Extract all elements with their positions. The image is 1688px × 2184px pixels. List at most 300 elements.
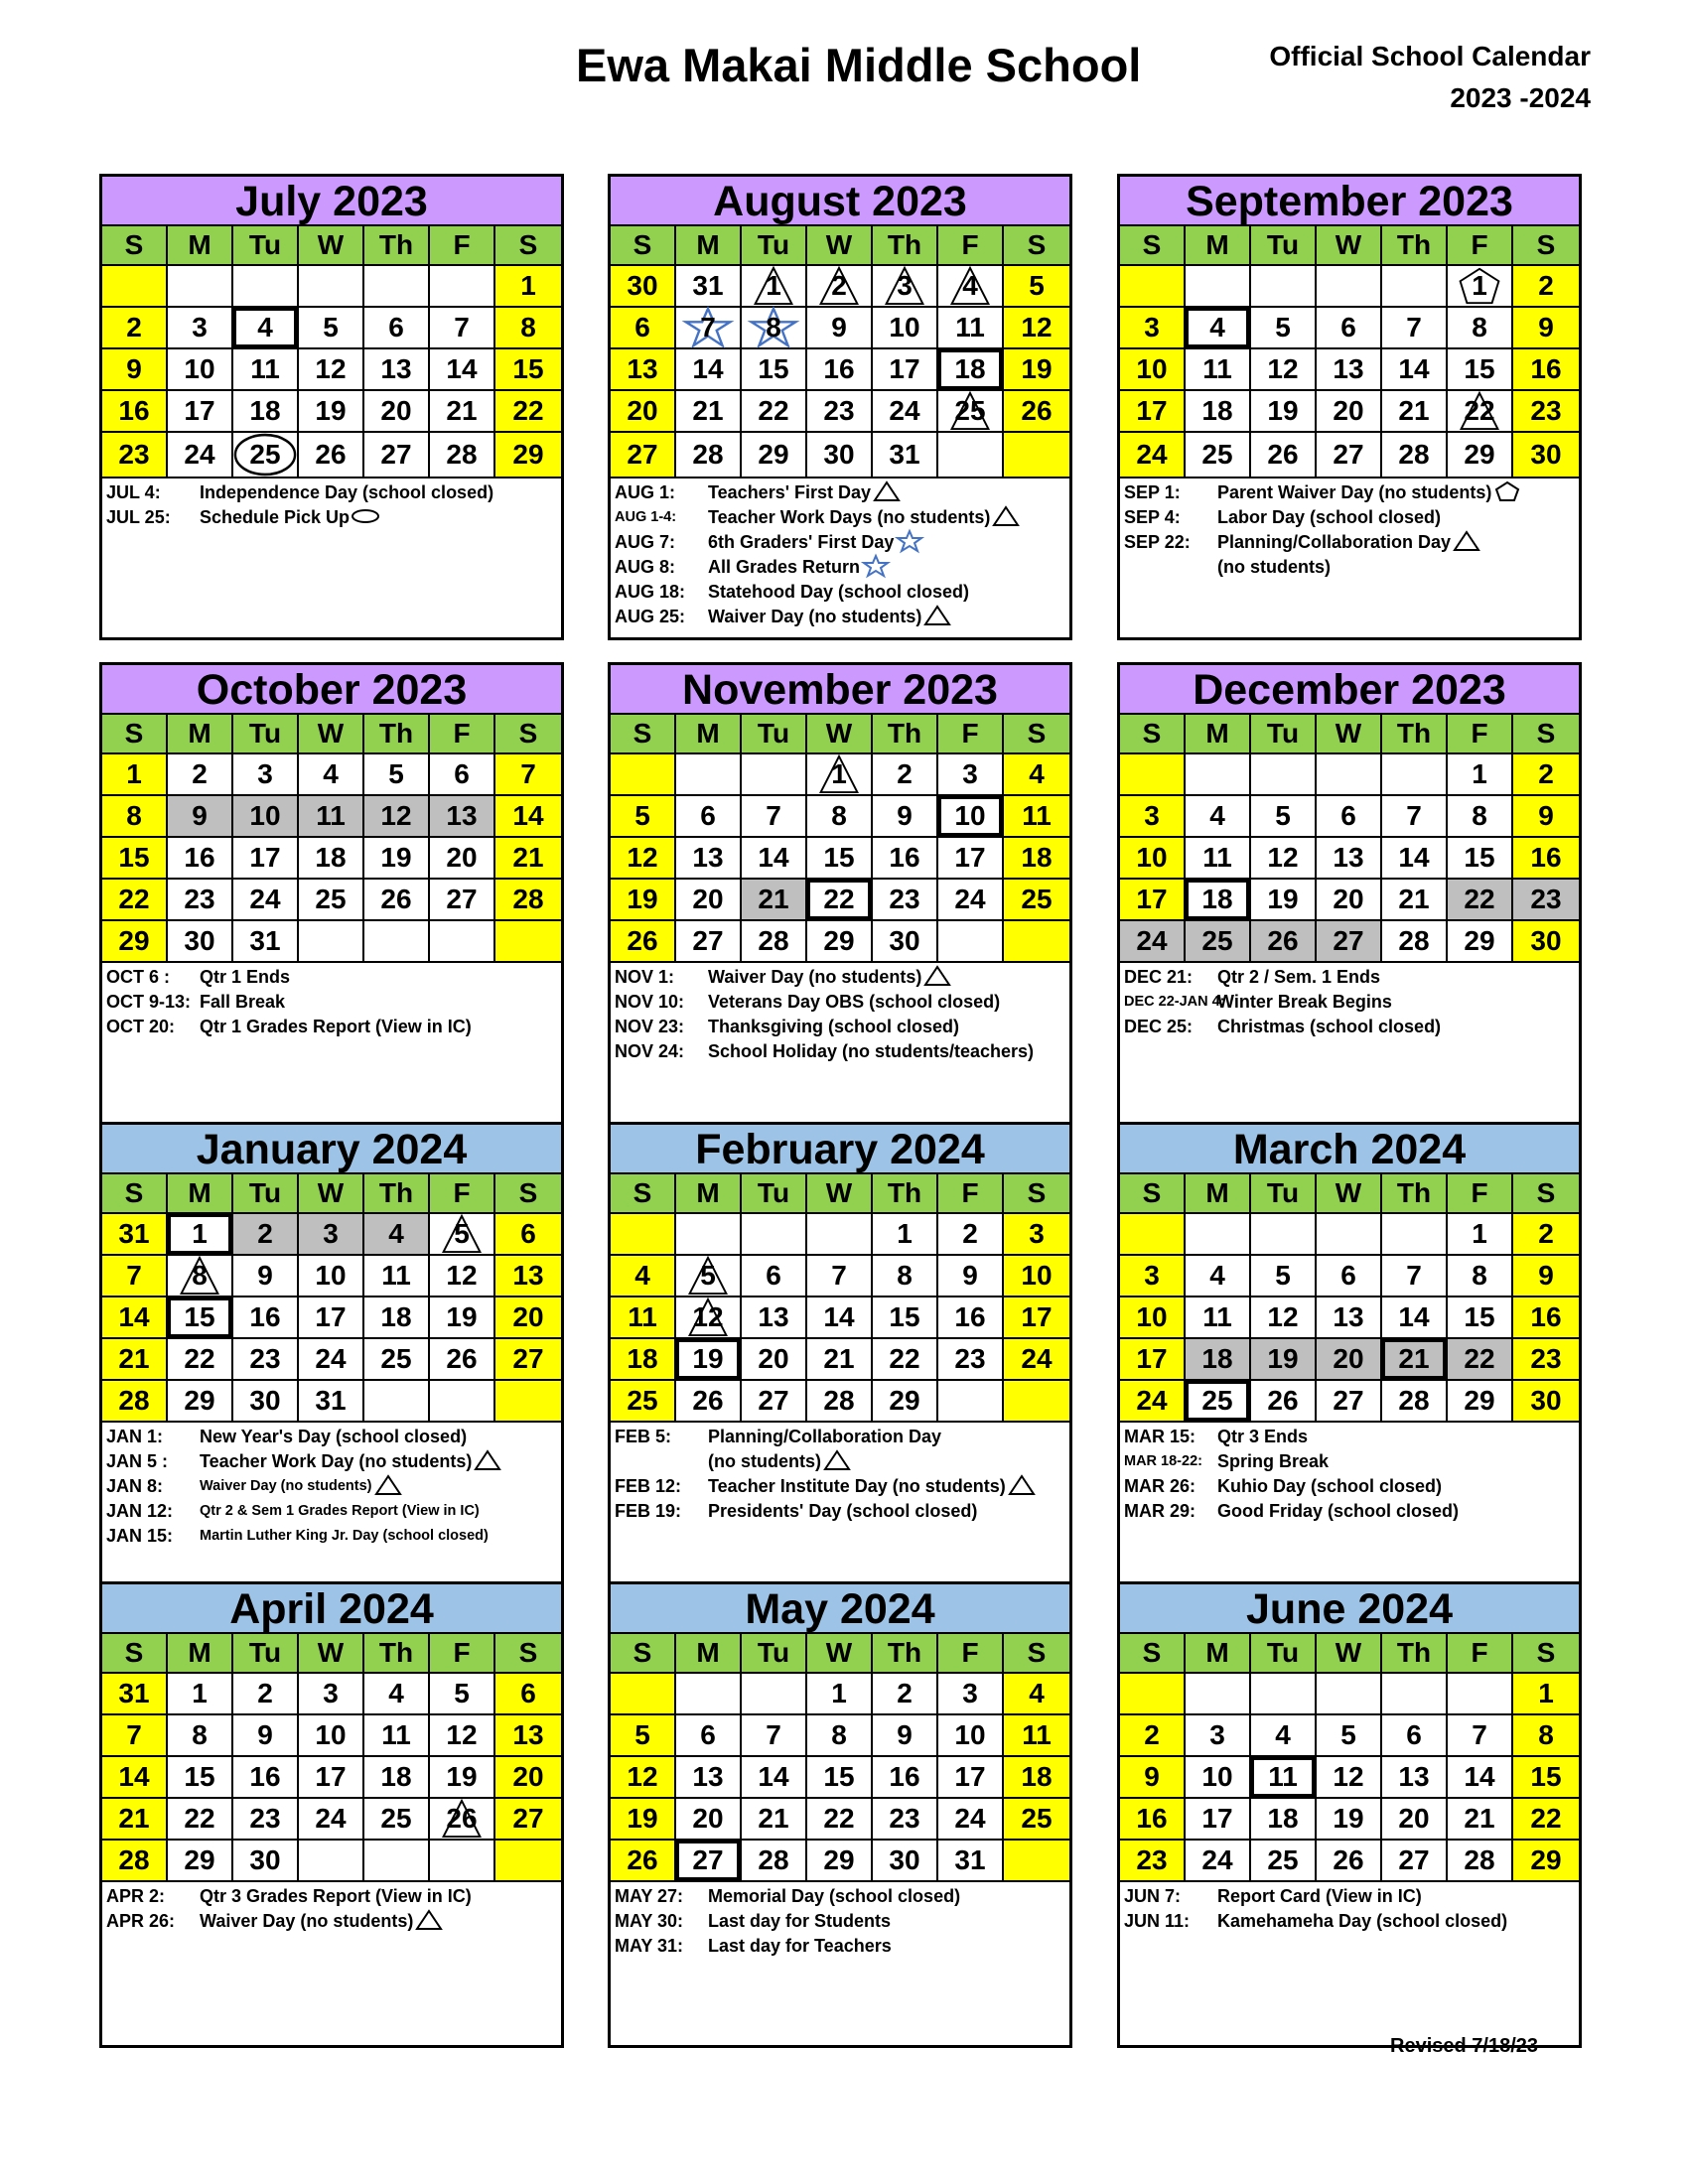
day-number: 4 — [257, 312, 273, 342]
oval-icon — [351, 505, 380, 527]
day-cell — [1251, 1297, 1317, 1339]
day-cell — [364, 1715, 430, 1757]
day-number: 22 — [823, 884, 855, 914]
note-date: AUG 18: — [615, 582, 686, 602]
day-cell — [1186, 1757, 1251, 1799]
day-number: 8 — [192, 1260, 208, 1291]
day-number: 9 — [126, 353, 142, 384]
day-number: 14 — [512, 800, 544, 831]
day-cell — [168, 754, 233, 796]
day-number: 11 — [381, 1719, 411, 1750]
day-number: 29 — [758, 439, 789, 470]
day-cell — [807, 1715, 873, 1757]
day-grid — [611, 1174, 1069, 1423]
day-number: 28 — [758, 1844, 789, 1875]
weekday-label: S — [495, 1174, 561, 1214]
day-number: 25 — [954, 395, 986, 426]
empty-day-cell — [676, 1674, 742, 1715]
day-cell — [807, 1841, 873, 1882]
day-cell — [1382, 1339, 1448, 1381]
day-cell — [1448, 1715, 1513, 1757]
weekday-label: F — [938, 226, 1004, 266]
empty-day-cell — [1120, 266, 1186, 308]
day-cell — [1513, 921, 1579, 963]
day-cell — [1448, 1256, 1513, 1297]
day-cell — [1251, 880, 1317, 921]
day-cell — [1317, 880, 1382, 921]
empty-day-cell — [938, 921, 1004, 963]
day-number: 23 — [1136, 1844, 1168, 1875]
day-cell — [1448, 796, 1513, 838]
month-title: January 2024 — [102, 1125, 561, 1174]
weekday-label: Tu — [1251, 1634, 1317, 1674]
note-text: (no students) — [1217, 557, 1331, 577]
day-cell — [495, 880, 561, 921]
day-cell — [233, 754, 299, 796]
weekday-label: Th — [873, 1634, 938, 1674]
day-cell — [742, 391, 807, 433]
day-cell — [1382, 1841, 1448, 1882]
day-number: 5 — [700, 1260, 716, 1291]
day-cell — [168, 1297, 233, 1339]
day-number: 6 — [520, 1218, 536, 1249]
day-number: 9 — [897, 800, 913, 831]
day-number: 8 — [1472, 1260, 1487, 1291]
weekday-label: S — [102, 226, 168, 266]
empty-day-cell — [1317, 754, 1382, 796]
note-text: Qtr 2 / Sem. 1 Ends — [1217, 967, 1381, 987]
note-date: AUG 1-4: — [615, 509, 677, 525]
note-text: Waiver Day (no students) — [200, 1911, 414, 1931]
day-number: 1 — [1472, 270, 1487, 301]
day-number: 27 — [627, 439, 658, 470]
day-number: 3 — [1029, 1218, 1045, 1249]
day-number: 13 — [1333, 353, 1364, 384]
day-cell — [1120, 1381, 1186, 1423]
day-number: 30 — [627, 270, 658, 301]
day-cell — [364, 796, 430, 838]
pentagon-icon — [1492, 480, 1522, 502]
day-cell — [299, 1214, 364, 1256]
month-notes — [1120, 1423, 1579, 1524]
weekday-label: W — [299, 1634, 364, 1674]
day-number: 29 — [184, 1844, 215, 1875]
day-cell — [102, 391, 168, 433]
day-cell — [742, 349, 807, 391]
day-cell — [676, 1799, 742, 1841]
day-cell — [1120, 349, 1186, 391]
day-number: 23 — [184, 884, 215, 914]
day-number: 17 — [1136, 884, 1168, 914]
empty-day-cell — [364, 1841, 430, 1882]
day-number: 10 — [889, 312, 920, 342]
month-title: May 2024 — [611, 1584, 1069, 1634]
day-number: 29 — [118, 925, 150, 956]
empty-day-cell — [1186, 1214, 1251, 1256]
day-number: 16 — [1136, 1803, 1168, 1834]
day-number: 18 — [1021, 842, 1053, 873]
day-cell — [611, 838, 676, 880]
day-grid — [102, 226, 561, 478]
day-number: 3 — [962, 1678, 978, 1708]
day-number: 18 — [1267, 1803, 1299, 1834]
weekday-label: W — [1317, 715, 1382, 754]
weekday-label: Th — [364, 226, 430, 266]
day-number: 2 — [897, 1678, 913, 1708]
day-number: 28 — [823, 1385, 855, 1416]
day-cell — [364, 754, 430, 796]
day-cell — [430, 754, 495, 796]
weekday-label: S — [1120, 226, 1186, 266]
day-cell — [742, 266, 807, 308]
day-cell — [1317, 1256, 1382, 1297]
note-row — [106, 965, 557, 990]
day-cell — [299, 1715, 364, 1757]
note-text: Waiver Day (no students) — [708, 967, 922, 987]
day-number: 24 — [954, 884, 986, 914]
month-calendar — [1117, 1122, 1582, 1588]
day-cell — [938, 1297, 1004, 1339]
day-cell — [364, 308, 430, 349]
note-row — [1124, 530, 1575, 555]
note-row — [615, 1884, 1065, 1909]
weekday-label: F — [938, 715, 1004, 754]
day-number: 12 — [692, 1301, 724, 1332]
day-cell — [676, 796, 742, 838]
day-cell — [1120, 1757, 1186, 1799]
day-cell — [938, 796, 1004, 838]
day-number: 11 — [250, 353, 280, 384]
note-row — [106, 1015, 557, 1039]
day-number: 27 — [512, 1803, 544, 1834]
day-cell — [233, 1715, 299, 1757]
day-number: 20 — [692, 1803, 724, 1834]
note-date: JAN 15: — [106, 1526, 174, 1546]
day-number: 17 — [249, 842, 281, 873]
day-cell — [742, 838, 807, 880]
day-number: 21 — [758, 1803, 789, 1834]
day-number: 3 — [257, 758, 273, 789]
day-cell — [168, 838, 233, 880]
day-cell — [676, 433, 742, 478]
month-title: July 2023 — [102, 177, 561, 226]
day-cell — [676, 838, 742, 880]
day-cell — [1186, 308, 1251, 349]
day-number: 21 — [692, 395, 724, 426]
note-row — [1124, 965, 1575, 990]
day-number: 4 — [634, 1260, 650, 1291]
day-number: 31 — [118, 1678, 150, 1708]
weekday-label: Th — [364, 1634, 430, 1674]
day-cell — [873, 349, 938, 391]
day-number: 14 — [1398, 353, 1430, 384]
day-number: 1 — [192, 1678, 208, 1708]
note-date: JUL 25: — [106, 507, 171, 527]
day-number: 14 — [1464, 1761, 1495, 1792]
day-cell — [102, 1799, 168, 1841]
weekday-label: Tu — [742, 715, 807, 754]
note-date: JAN 1: — [106, 1427, 164, 1446]
empty-day-cell — [1186, 266, 1251, 308]
note-row — [1124, 505, 1575, 530]
day-cell — [233, 1214, 299, 1256]
day-cell — [233, 921, 299, 963]
note-date: MAY 31: — [615, 1936, 684, 1956]
day-cell — [1251, 796, 1317, 838]
month-calendar — [1117, 174, 1582, 640]
day-cell — [168, 1339, 233, 1381]
weekday-label: S — [1120, 1634, 1186, 1674]
day-cell — [611, 880, 676, 921]
day-number: 14 — [446, 353, 478, 384]
triangle-icon — [991, 505, 1021, 527]
day-number: 24 — [315, 1803, 347, 1834]
weekday-label: M — [676, 715, 742, 754]
day-cell — [495, 1214, 561, 1256]
day-number: 1 — [1538, 1678, 1554, 1708]
weekday-label: F — [430, 226, 495, 266]
month-calendar — [1117, 1581, 1582, 2048]
day-cell — [495, 1715, 561, 1757]
note-continuation — [1124, 555, 1575, 580]
day-number: 17 — [1201, 1803, 1233, 1834]
day-number: 5 — [323, 312, 339, 342]
day-number: 8 — [1538, 1719, 1554, 1750]
day-number: 3 — [1144, 1260, 1160, 1291]
day-number: 7 — [1406, 800, 1422, 831]
day-number: 30 — [1530, 1385, 1562, 1416]
day-number: 25 — [1201, 1385, 1233, 1416]
day-cell — [676, 1256, 742, 1297]
note-text: School Holiday (no students/teachers) — [708, 1041, 1035, 1061]
day-number: 26 — [1267, 925, 1299, 956]
day-number: 10 — [315, 1260, 347, 1291]
day-number: 30 — [249, 1385, 281, 1416]
note-row — [1124, 1425, 1575, 1449]
day-cell — [1186, 838, 1251, 880]
day-cell — [430, 1297, 495, 1339]
day-number: 2 — [192, 758, 208, 789]
day-cell — [807, 266, 873, 308]
day-cell — [1448, 1297, 1513, 1339]
day-number: 12 — [1267, 353, 1299, 384]
day-cell — [742, 1841, 807, 1882]
day-number: 13 — [758, 1301, 789, 1332]
day-cell — [1317, 433, 1382, 478]
weekday-label: Th — [1382, 1174, 1448, 1214]
day-number: 19 — [1267, 1343, 1299, 1374]
empty-day-cell — [676, 1214, 742, 1256]
day-cell — [1513, 349, 1579, 391]
day-grid — [611, 1634, 1069, 1882]
day-number: 26 — [627, 925, 658, 956]
day-cell — [742, 880, 807, 921]
day-cell — [676, 266, 742, 308]
day-number: 28 — [1398, 925, 1430, 956]
note-row — [1124, 1499, 1575, 1524]
day-number: 30 — [889, 925, 920, 956]
day-number: 4 — [1029, 758, 1045, 789]
day-number: 13 — [1398, 1761, 1430, 1792]
weekday-label: F — [1448, 226, 1513, 266]
month-calendar — [99, 1581, 564, 2048]
note-text: (no students) — [708, 1451, 821, 1471]
month-notes — [611, 1882, 1069, 1959]
day-number: 15 — [889, 1301, 920, 1332]
day-cell — [1251, 308, 1317, 349]
day-number: 11 — [628, 1301, 657, 1332]
day-cell — [1513, 391, 1579, 433]
day-cell — [495, 1339, 561, 1381]
note-row — [615, 555, 1065, 580]
day-cell — [1004, 838, 1069, 880]
weekday-label: W — [807, 1634, 873, 1674]
day-cell — [938, 308, 1004, 349]
day-number: 29 — [1464, 925, 1495, 956]
weekday-label: Th — [873, 1174, 938, 1214]
day-cell — [102, 880, 168, 921]
weekday-label: S — [611, 1634, 676, 1674]
day-cell — [299, 796, 364, 838]
day-number: 27 — [758, 1385, 789, 1416]
day-number: 16 — [1530, 353, 1562, 384]
day-cell — [676, 308, 742, 349]
day-number: 1 — [126, 758, 142, 789]
day-cell — [1004, 1715, 1069, 1757]
day-cell — [1317, 796, 1382, 838]
weekday-label: F — [430, 1634, 495, 1674]
day-cell — [1448, 1841, 1513, 1882]
day-number: 21 — [1398, 1343, 1430, 1374]
day-cell — [1317, 391, 1382, 433]
day-cell — [1382, 1715, 1448, 1757]
day-number: 2 — [897, 758, 913, 789]
note-row — [106, 1425, 557, 1449]
day-cell — [233, 308, 299, 349]
calendar-title-block — [1269, 36, 1591, 119]
month-notes — [1120, 1882, 1579, 1934]
weekday-label: F — [430, 715, 495, 754]
weekday-label: F — [1448, 715, 1513, 754]
day-number: 3 — [962, 758, 978, 789]
weekday-label: S — [611, 715, 676, 754]
day-cell — [1382, 308, 1448, 349]
day-cell — [168, 1799, 233, 1841]
note-date: NOV 23: — [615, 1017, 685, 1036]
day-cell — [611, 1339, 676, 1381]
day-number: 25 — [249, 439, 281, 470]
note-row — [1124, 1884, 1575, 1909]
day-number: 7 — [700, 312, 716, 342]
day-number: 22 — [184, 1343, 215, 1374]
day-cell — [611, 1841, 676, 1882]
day-cell — [299, 880, 364, 921]
empty-day-cell — [807, 1214, 873, 1256]
day-cell — [807, 391, 873, 433]
day-number: 12 — [380, 800, 412, 831]
day-cell — [168, 1256, 233, 1297]
weekday-label: W — [1317, 226, 1382, 266]
day-number: 19 — [1021, 353, 1053, 384]
day-cell — [807, 1297, 873, 1339]
day-cell — [364, 1799, 430, 1841]
day-cell — [807, 1674, 873, 1715]
day-number: 18 — [380, 1301, 412, 1332]
month-calendar — [608, 174, 1072, 640]
day-cell — [873, 266, 938, 308]
day-number: 8 — [831, 800, 847, 831]
triangle-icon — [872, 480, 902, 502]
day-number: 17 — [889, 353, 920, 384]
day-cell — [1004, 1339, 1069, 1381]
day-cell — [364, 433, 430, 478]
day-number: 8 — [520, 312, 536, 342]
day-cell — [1513, 1214, 1579, 1256]
note-text: Report Card (View in IC) — [1217, 1886, 1422, 1906]
day-number: 27 — [692, 1844, 724, 1875]
note-row — [106, 1474, 557, 1499]
day-cell — [1120, 308, 1186, 349]
day-number: 13 — [512, 1719, 544, 1750]
note-text: Qtr 1 Ends — [200, 967, 291, 987]
day-cell — [873, 308, 938, 349]
day-cell — [611, 1757, 676, 1799]
day-cell — [495, 308, 561, 349]
calendar-title: Official School Calendar — [1269, 41, 1591, 71]
weekday-label: S — [495, 226, 561, 266]
day-cell — [168, 1674, 233, 1715]
day-cell — [1004, 349, 1069, 391]
month-notes — [611, 478, 1069, 629]
day-number: 9 — [897, 1719, 913, 1750]
day-number: 25 — [1201, 439, 1233, 470]
note-row — [1124, 480, 1575, 505]
day-cell — [1513, 266, 1579, 308]
day-number: 13 — [692, 842, 724, 873]
note-row — [615, 1934, 1065, 1959]
note-text: Parent Waiver Day (no students) — [1217, 482, 1492, 502]
day-number: 21 — [1398, 884, 1430, 914]
day-number: 31 — [118, 1218, 150, 1249]
note-row — [106, 1524, 557, 1549]
empty-day-cell — [1448, 1674, 1513, 1715]
school-year: 2023 -2024 — [1450, 82, 1591, 113]
day-number: 26 — [1333, 1844, 1364, 1875]
day-cell — [102, 1841, 168, 1882]
note-date: FEB 19: — [615, 1501, 682, 1521]
day-number: 22 — [512, 395, 544, 426]
day-number: 6 — [634, 312, 650, 342]
day-cell — [364, 1214, 430, 1256]
day-number: 17 — [315, 1301, 347, 1332]
day-number: 2 — [257, 1218, 273, 1249]
day-cell — [1513, 1297, 1579, 1339]
day-number: 29 — [512, 439, 544, 470]
day-cell — [233, 1799, 299, 1841]
weekday-label: Th — [1382, 715, 1448, 754]
day-number: 23 — [954, 1343, 986, 1374]
day-cell — [430, 349, 495, 391]
day-number: 17 — [1136, 395, 1168, 426]
note-date: DEC 21: — [1124, 967, 1194, 987]
day-cell — [299, 1381, 364, 1423]
day-cell — [873, 1297, 938, 1339]
day-number: 8 — [1472, 800, 1487, 831]
day-cell — [430, 1674, 495, 1715]
day-number: 3 — [323, 1678, 339, 1708]
day-number: 17 — [1021, 1301, 1053, 1332]
note-date: AUG 1: — [615, 482, 676, 502]
